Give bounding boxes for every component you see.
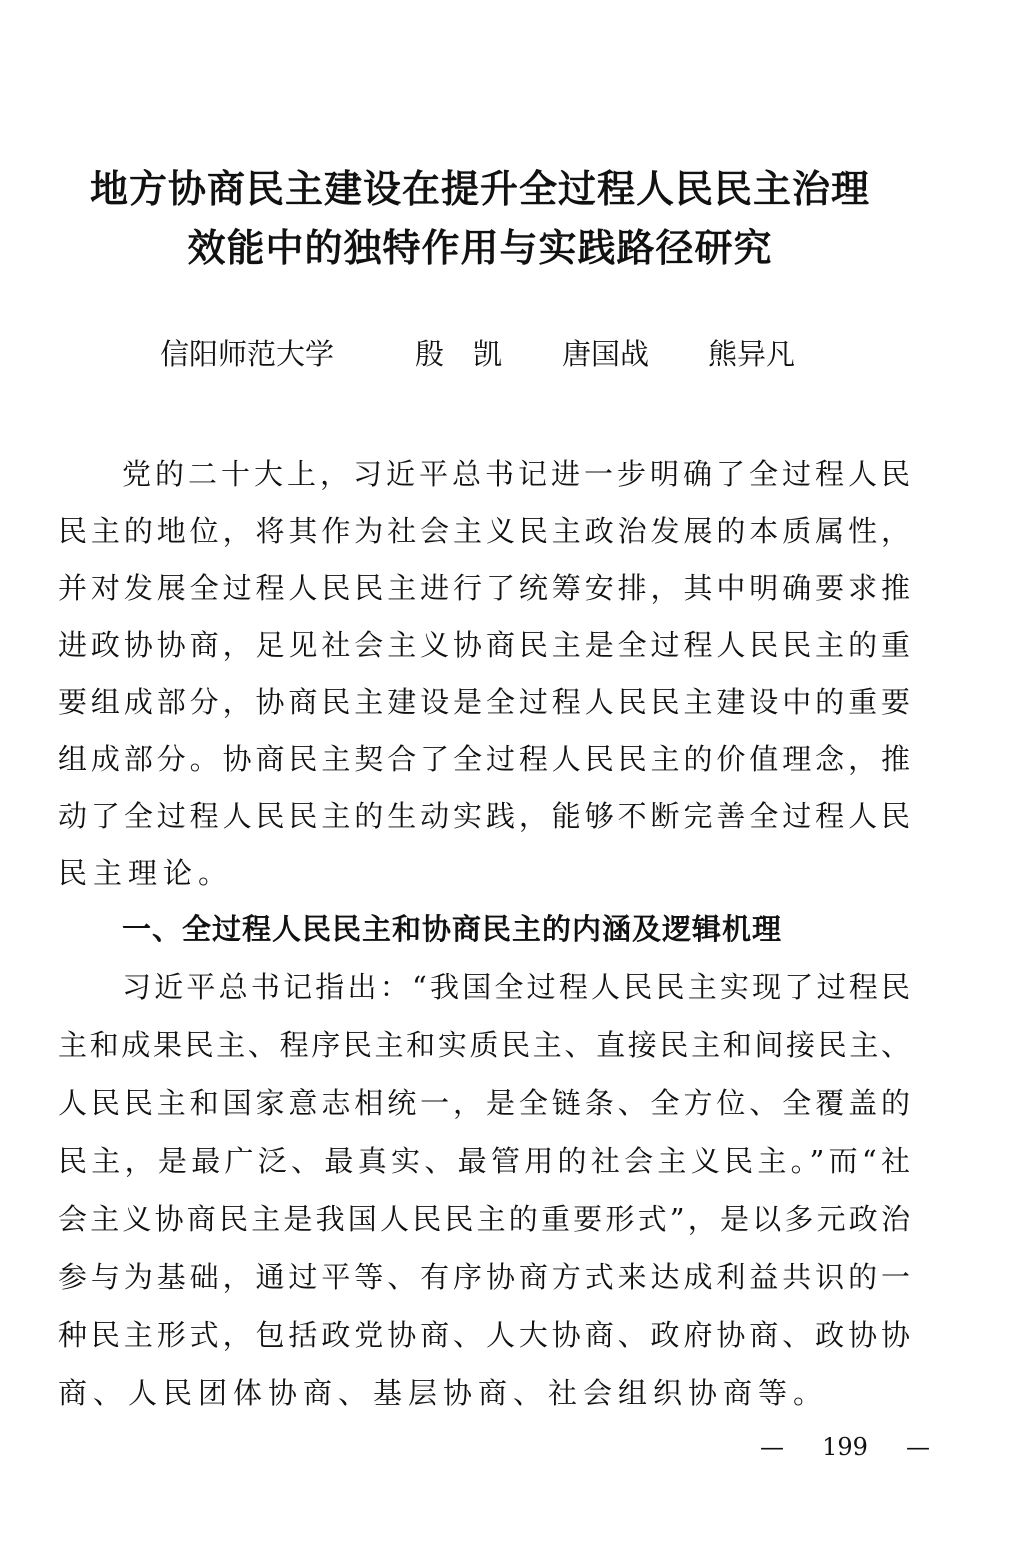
- paragraph-line: 参与为基础，通过平等、有序协商方式来达成利益共识的一: [58, 1260, 910, 1294]
- author-name: 殷 凯: [415, 337, 503, 371]
- paragraph-line: 组成部分。协商民主契合了全过程人民民主的价值理念，推: [58, 742, 910, 776]
- page-number: [760, 1435, 930, 1459]
- paper-title-line-2: 效能中的独特作用与实践路径研究: [187, 226, 773, 270]
- paragraph-line: 人民民主和国家意志相统一，是全链条、全方位、全覆盖的: [58, 1086, 910, 1120]
- page-number-value: 199: [822, 1433, 868, 1461]
- paragraph-line: 习近平总书记指出：“我国全过程人民民主实现了过程民: [122, 970, 910, 1004]
- paragraph-line: 种民主形式，包括政党协商、人大协商、政府协商、政协协: [58, 1318, 910, 1352]
- paragraph-line: 商、人民团体协商、基层协商、社会组织协商等。: [58, 1376, 829, 1410]
- author-affiliation: 信阳师范大学: [160, 337, 335, 371]
- paragraph-line: 主和成果民主、程序民主和实质民主、直接民主和间接民主、: [58, 1028, 910, 1062]
- paragraph-line: 要组成部分，协商民主建设是全过程人民民主建设中的重要: [58, 685, 910, 719]
- dash-left: —: [760, 1433, 784, 1461]
- author-name: 熊异凡: [708, 337, 796, 371]
- paragraph-line: 民主的地位，将其作为社会主义民主政治发展的本质属性，: [58, 514, 910, 548]
- paper-title-line-1: 地方协商民主建设在提升全过程人民民主治理: [89, 167, 870, 211]
- paragraph-line: 民主，是最广泛、最真实、最管用的社会主义民主。”而“社: [58, 1144, 910, 1178]
- paragraph-line: 动了全过程人民民主的生动实践，能够不断完善全过程人民: [58, 799, 910, 833]
- author-name: 唐国战: [562, 337, 650, 371]
- paragraph-line: 民主理论。: [58, 856, 234, 890]
- dash-right: —: [906, 1433, 930, 1461]
- paragraph-line: 党的二十大上，习近平总书记进一步明确了全过程人民: [122, 457, 910, 491]
- section-heading: 一、全过程人民民主和协商民主的内涵及逻辑机理: [122, 912, 783, 946]
- paragraph-line: 并对发展全过程人民民主进行了统筹安排，其中明确要求推: [58, 571, 910, 605]
- paragraph-line: 会主义协商民主是我国人民民主的重要形式”，是以多元政治: [58, 1202, 910, 1236]
- paragraph-line: 进政协协商，足见社会主义协商民主是全过程人民民主的重: [58, 628, 910, 662]
